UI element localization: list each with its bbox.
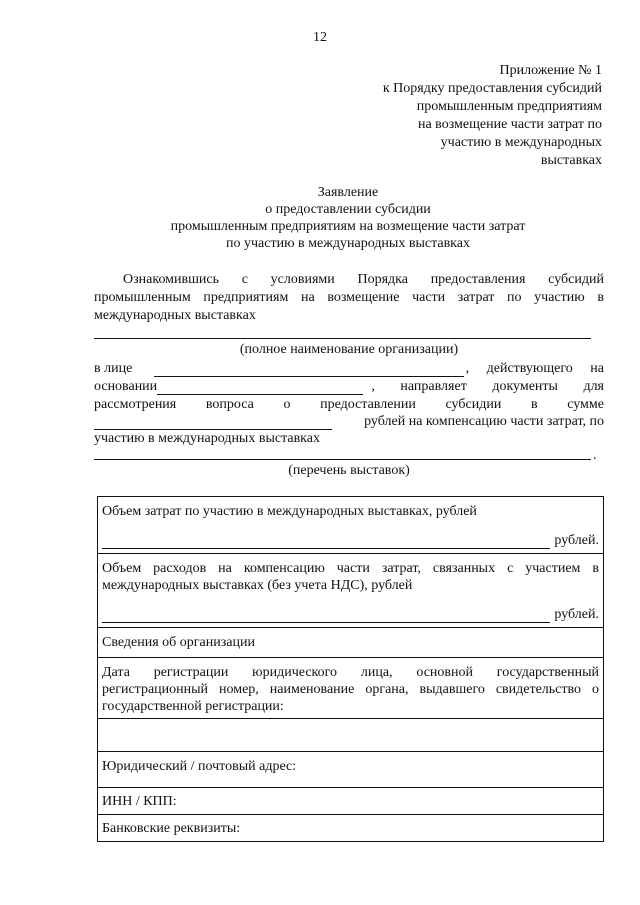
inn-kpp-cell: ИНН / КПП: [98,788,604,815]
body-line-2 [94,379,604,395]
title-line: по участию в международных выставках [226,236,470,251]
word: субсидии [445,397,502,412]
body-line-3 [94,397,604,413]
page-number: 12 [313,30,327,45]
word: предприятиям [203,290,289,305]
registration-value-cell[interactable] [98,719,604,752]
compensation-cell [98,554,604,628]
word: участию [534,290,585,305]
organization-name-field[interactable] [94,326,591,339]
bank-details-cell: Банковские реквизиты: [98,815,604,842]
word: предоставления [430,272,526,287]
body-line-5: участию в международных выставках [94,431,320,446]
expenses-label: Объем затрат по участию в международных выставках, рублей [102,504,477,519]
appendix-line: на возмещение части затрат по [417,117,602,132]
intro-line-1 [123,272,604,288]
table-row [98,658,604,719]
address-cell: Юридический / почтовый адрес: [98,752,604,788]
table-row [98,815,604,842]
expenses-cell [98,497,604,554]
word: сумме [567,397,604,412]
application-table [97,496,604,842]
compensation-input-row [102,606,599,623]
word: условиями [270,272,335,287]
document-title [0,184,640,252]
registration-cell: Дата регистрации юридического лица, основной государственный регистрационный номер, наименование органа, выдавшего свидетельство о государственной регистрации: [98,658,604,719]
word: Ознакомившись [123,272,220,287]
intro-line-3: международных выставках [94,308,256,323]
appendix-line: участию в международных [440,135,602,150]
table-row [98,554,604,628]
word: с [241,272,248,287]
table-row [98,628,604,658]
osnovanii-label: основании [94,379,158,394]
expenses-amount-field[interactable] [102,534,550,549]
word: в [530,397,538,412]
word: в [597,290,604,305]
word: возмещение [327,290,400,305]
amount-field[interactable] [94,415,332,430]
expenses-input-row [102,532,599,549]
period-mark: . [593,448,597,463]
appendix-line: Приложение № 1 [499,63,602,78]
exhibitions-list-field[interactable] [94,447,591,460]
sends-label: , направляет документы для [371,379,604,394]
word: о [283,397,291,412]
rubles-label: рублей. [554,607,599,622]
word: части [412,290,446,305]
appendix-line: к Порядку предоставления субсидий [382,81,602,96]
exhibitions-caption: (перечень выставок) [288,463,410,478]
appendix-line: выставках [540,153,602,168]
word: вопроса [205,397,254,412]
word: субсидий [548,272,604,287]
compensation-label: Объем расходов на компенсацию части затрат, связанных с участием в международных выставках (без учета НДС), рублей [102,561,599,593]
appendix-line: промышленным предприятиям [416,99,602,114]
title-line: Заявление [317,185,379,200]
organization-caption: (полное наименование организации) [239,342,459,357]
rubles-compensation-label: рублей на компенсацию части затрат, по [364,414,604,429]
word: Порядка [357,272,408,287]
basis-field[interactable] [157,380,363,395]
acting-label: , действующего на [465,361,604,376]
title-line: промышленным предприятиям на возмещение части затрат [170,219,526,234]
rubles-label: рублей. [554,533,599,548]
body-line-1 [94,361,604,377]
word: по [507,290,522,305]
representative-field[interactable] [154,362,463,377]
word: предоставлении [320,397,416,412]
appendix-header [383,62,602,170]
table-row [98,719,604,752]
word: рассмотрения [94,397,177,412]
table-row [98,497,604,554]
body-line-4 [94,414,604,430]
compensation-amount-field[interactable] [102,608,550,623]
title-line: о предоставлении субсидии [265,202,431,217]
table-row [98,788,604,815]
org-info-cell: Сведения об организации [98,628,604,658]
word: затрат [457,290,495,305]
intro-line-2 [94,290,604,306]
v-litse-label: в лице [94,361,133,376]
table-row [98,752,604,788]
word: на [300,290,315,305]
word: промышленным [94,290,191,305]
